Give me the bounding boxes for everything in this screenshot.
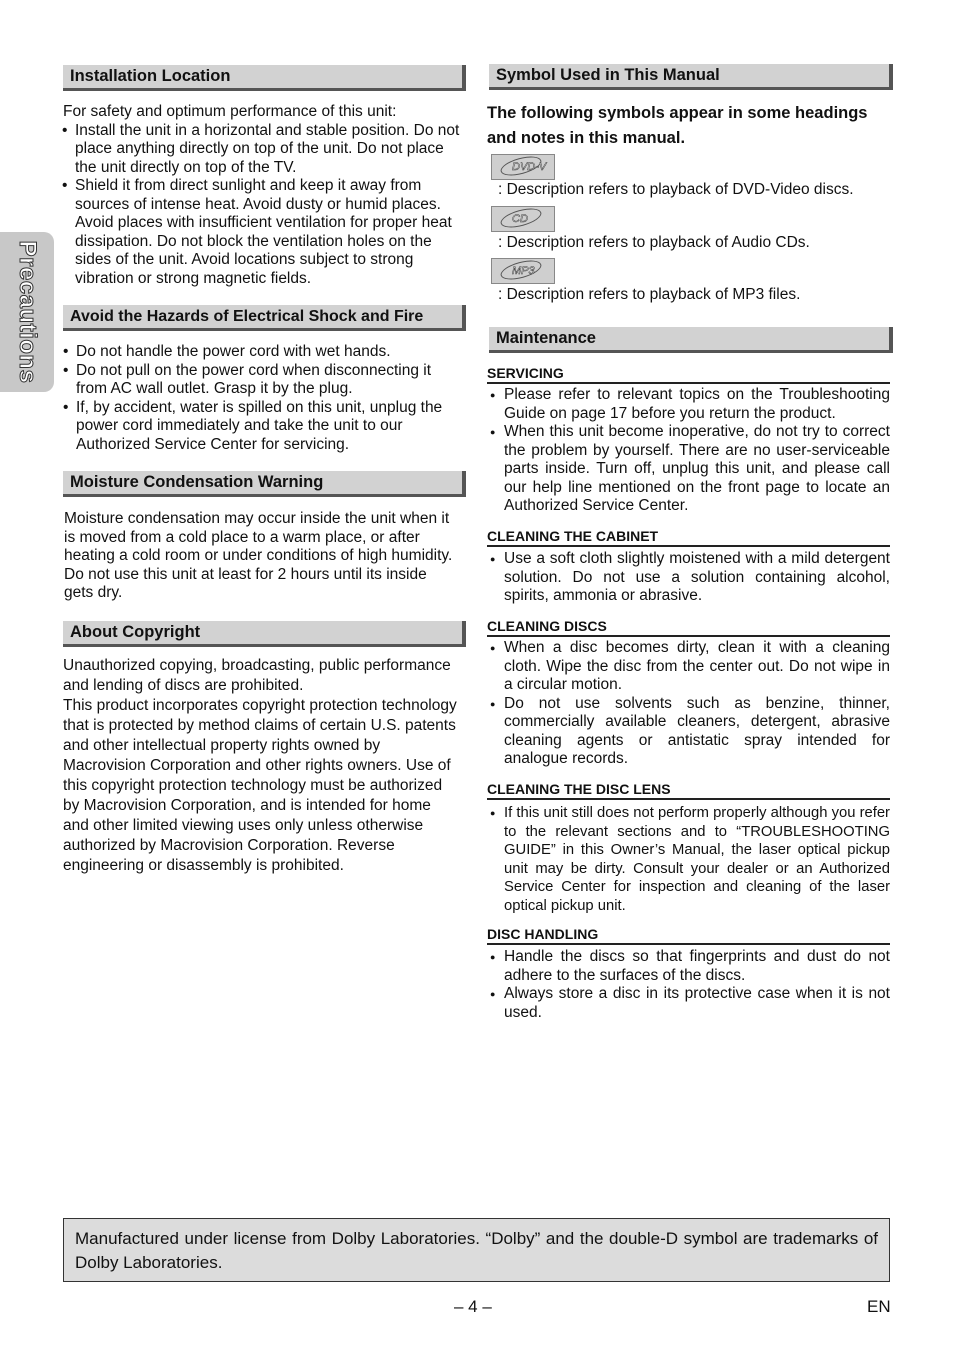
installation-section xyxy=(63,103,464,288)
list-item: • Do not handle the power cord with wet hands. xyxy=(63,343,464,362)
discs-subheading: CLEANING DISCS xyxy=(487,617,890,637)
copyright-paragraph: This product incorporates copyright protection technology that is protected by method claims of certain U.S. patents and other intellectual property rights owned by Macrovision Corporation and other rights owners. Use of this copyright protection technology must be authorized by Macrovision Corporation, and is intended for home and other limited viewing uses only unless otherwise authorized by Macrovision Corporation. Reverse engineering or disassembly is prohibited. xyxy=(63,697,457,874)
maintenance-heading: Maintenance xyxy=(489,327,893,353)
list-item: ● Always store a disc in its protective case when it is not used. xyxy=(487,985,890,1022)
list-item: ● If this unit still does not perform properly although you refer to the relevant sections and to “TROUBLESHOOTING GUIDE” in this Owner’s Manual, the laser optical pickup unit may be dirty. Consult your dealer or an Authorized Service Center for inspection and cleaning of the laser optical pickup unit. xyxy=(487,804,890,915)
list-item: ● Do not use solvents such as benzine, thinner, commercially available cleaners, detergent, abrasive cleaning agents or antistatic spray intended for analogue records. xyxy=(487,695,890,769)
section-tab xyxy=(0,232,54,392)
list-item: ● Please refer to relevant topics on the Troubleshooting Guide on page 17 before you return the product. xyxy=(487,386,890,423)
list-item: • Do not pull on the power cord when disconnecting it from AC wall outlet. Grasp it by the plug. xyxy=(63,362,464,399)
servicing-list xyxy=(487,386,890,516)
cabinet-subheading: CLEANING THE CABINET xyxy=(487,527,890,547)
symbol-description: : Description refers to playback of DVD-Video discs. xyxy=(498,181,854,198)
hazards-heading: Avoid the Hazards of Electrical Shock and Fire xyxy=(63,305,466,331)
lens-subheading: CLEANING THE DISC LENS xyxy=(487,780,890,800)
audio-cd-icon: CD xyxy=(491,206,555,232)
copyright-heading: About Copyright xyxy=(63,621,466,647)
language-label: EN xyxy=(867,1297,891,1316)
moisture-text: Moisture condensation may occur inside the unit when it is moved from a cold place to a warm place, or after heating a cold room or under conditions of high humidity. Do not use this unit at least for 2 hours until its inside gets dry. xyxy=(64,510,453,601)
list-item: ● Handle the discs so that fingerprints and dust do not adhere to the surfaces of the discs. xyxy=(487,948,890,985)
section-tab-label: Precautions xyxy=(14,240,41,384)
lens-list xyxy=(487,804,890,915)
list-item: • Shield it from direct sunlight and keep it away from sources of intense heat. Avoid dusty or humid places. Avoid places with insufficient ventilation for proper heat dissipation. Do not block the ventilation holes on the sides of the unit. Avoid locations subject to strong vibration or strong magnetic fields. xyxy=(62,177,464,288)
servicing-subheading: SERVICING xyxy=(487,364,890,384)
handling-subheading: DISC HANDLING xyxy=(487,925,890,945)
list-item: ● When this unit become inoperative, do not try to correct the problem by yourself. There are no user-serviceable parts inside. Turn off, unplug this unit, and please call our help line mentioned on the front page to locate an Authorized Service Center. xyxy=(487,423,890,516)
mp3-icon: MP3 xyxy=(491,258,555,284)
symbol-description: : Description refers to playback of MP3 files. xyxy=(498,286,801,303)
discs-list xyxy=(487,639,890,769)
list-item: • If, by accident, water is spilled on this unit, unplug the power cord immediately and take the unit to our Authorized Service Center for servicing. xyxy=(63,399,464,455)
list-item: ● When a disc becomes dirty, clean it with a cleaning cloth. Wipe the disc from the center out. Do not wipe in a circular motion. xyxy=(487,639,890,695)
handling-list xyxy=(487,948,890,1022)
page-number: – 4 – xyxy=(454,1297,492,1316)
list-item: • Install the unit in a horizontal and stable position. Do not place anything directly on top of the unit. Do not place the unit directly on top of the TV. xyxy=(62,122,464,178)
moisture-heading: Moisture Condensation Warning xyxy=(63,471,466,497)
installation-intro: For safety and optimum performance of this unit: xyxy=(63,103,397,120)
copyright-paragraph: Unauthorized copying, broadcasting, public performance and lending of discs are prohibited. xyxy=(63,657,451,694)
cabinet-list xyxy=(487,550,890,606)
symbols-intro: The following symbols appear in some headings and notes in this manual. xyxy=(487,104,868,147)
symbol-description: : Description refers to playback of Audio CDs. xyxy=(498,234,810,251)
dvd-video-icon: DVD-V xyxy=(491,154,555,180)
dolby-notice: Manufactured under license from Dolby Laboratories. “Dolby” and the double-D symbol are trademarks of Dolby Laboratories. xyxy=(63,1218,890,1282)
copyright-section xyxy=(63,656,459,876)
list-item: ● Use a soft cloth slightly moistened with a mild detergent solution. Do not use a solution containing alcohol, spirits, ammonia or abrasive. xyxy=(487,550,890,606)
hazards-section xyxy=(63,343,464,454)
installation-heading: Installation Location xyxy=(63,65,466,91)
symbols-heading: Symbol Used in This Manual xyxy=(489,64,893,90)
